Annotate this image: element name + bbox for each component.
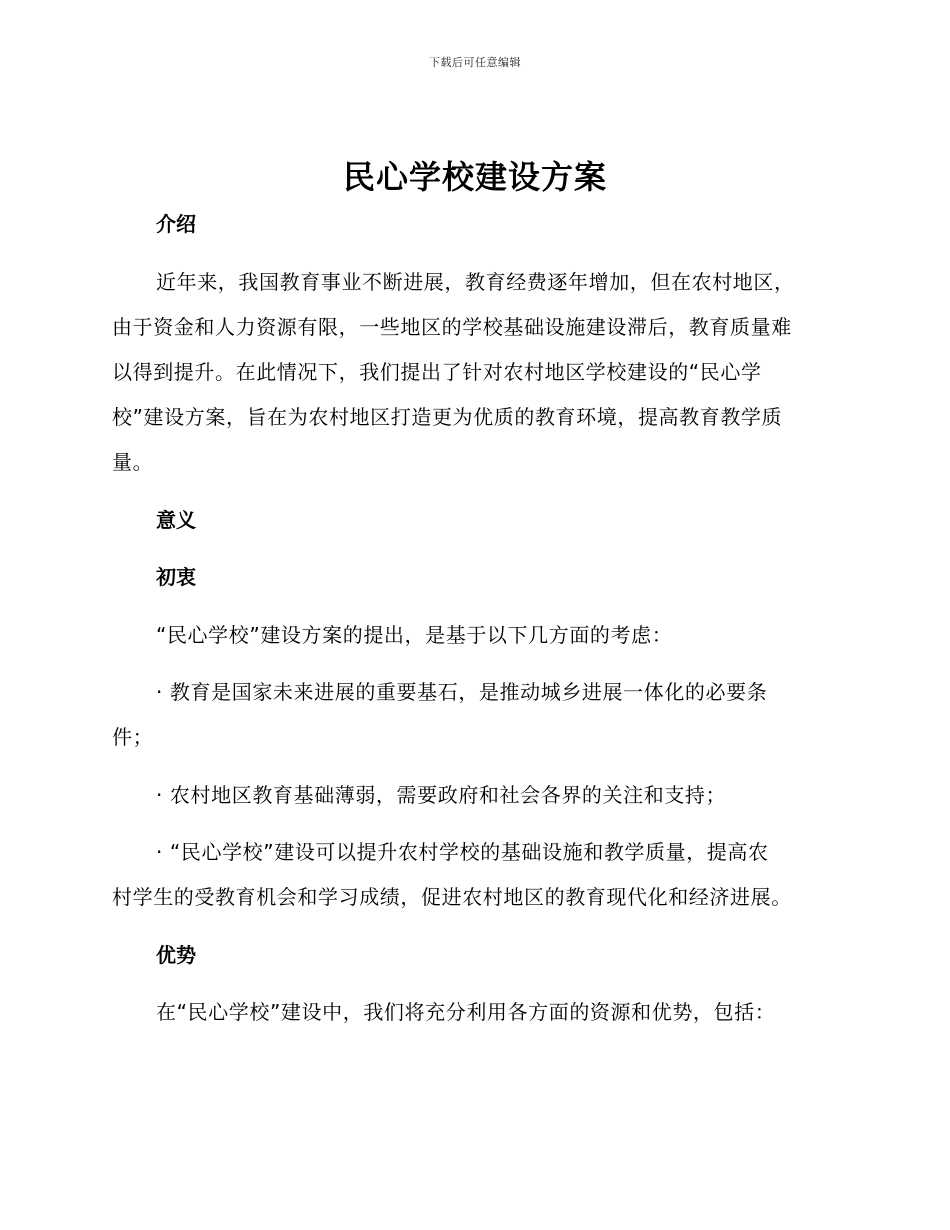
page-header-note: 下载后可任意编辑 (429, 56, 521, 69)
intro-line-1: 近年来，我国教育事业不断进展，教育经费逐年增加，但在农村地区， (156, 270, 795, 294)
section-heading-purpose: 初衷 (156, 565, 196, 589)
intro-line-4: 校”建设方案，旨在为农村地区打造更为优质的教育环境，提高教育教学质 (112, 405, 783, 429)
document-title: 民心学校建设方案 (342, 158, 607, 196)
intro-line-5: 量。 (112, 450, 154, 474)
section-heading-intro: 介绍 (156, 212, 196, 236)
bullet-1-line-1: · 教育是国家未来进展的重要基石，是推动城乡进展一体化的必要条 (156, 680, 768, 704)
section-heading-advantages: 优势 (156, 943, 196, 967)
purpose-intro: “民心学校”建设方案的提出，是基于以下几方面的考虑： (156, 623, 673, 647)
bullet-3-line-2: 村学生的受教育机会和学习成绩，促进农村地区的教育现代化和经济进展。 (112, 885, 792, 909)
intro-line-3: 以得到提升。在此情况下，我们提出了针对农村地区学校建设的“民心学 (112, 360, 762, 384)
intro-line-2: 由于资金和人力资源有限，一些地区的学校基础设施建设滞后，教育质量难 (112, 315, 792, 339)
bullet-3-line-1: · “民心学校”建设可以提升农村学校的基础设施和教学质量，提高农 (156, 840, 769, 864)
bullet-1-line-2: 件； (112, 725, 154, 749)
advantages-intro: 在“民心学校”建设中，我们将充分利用各方面的资源和优势，包括： (156, 1000, 776, 1024)
section-heading-significance: 意义 (156, 508, 196, 532)
bullet-2: · 农村地区教育基础薄弱，需要政府和社会各界的关注和支持； (156, 783, 727, 807)
